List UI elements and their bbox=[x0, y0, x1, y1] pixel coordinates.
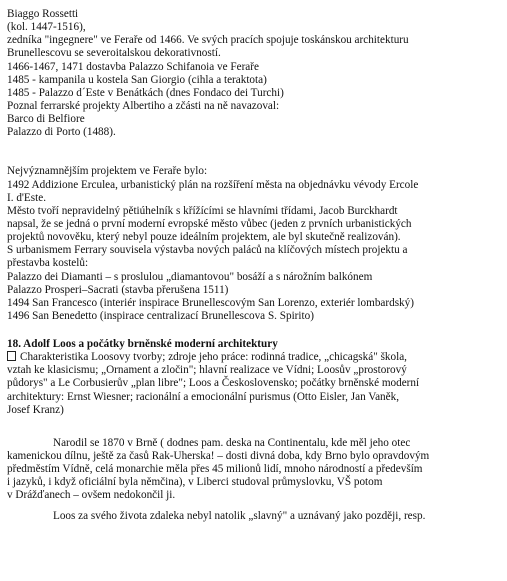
text-line: 1485 - kampanila u kostela San Giorgio (cihla a teraktota) bbox=[7, 73, 267, 86]
text-line: Narodil se 1870 v Brně ( dodnes pam. deska na Continentalu, kde měl jeho otec bbox=[53, 436, 411, 449]
text-line: 1494 San Francesco (interiér inspirace Brunellescovým San Lorenzo, exteriér lombardský) bbox=[7, 296, 414, 309]
text-line: Josef Kranz) bbox=[7, 403, 64, 416]
text-line: architektury: Ernst Wiesner; racionální a emocionální purismus (Otto Eisler, Jan Vaněk, bbox=[7, 390, 400, 403]
text-line: I. d'Este. bbox=[7, 191, 46, 204]
text-line: předměstím Vídně, celá monarchie měla přes 45 milionů lidí, mnoho národností a především bbox=[7, 463, 423, 476]
section-18 bbox=[7, 337, 501, 523]
text-line: 1485 - Palazzo d´Este v Benátkách (dnes Fondaco dei Turchi) bbox=[7, 86, 284, 99]
text-line: půdorys" a Le Corbusierův „plan libre"; Loos a Československo; počátky brněnské moderní bbox=[7, 377, 420, 390]
document-page bbox=[7, 8, 501, 523]
spacer bbox=[7, 430, 501, 437]
ferrara-block bbox=[7, 165, 501, 323]
text-line: projektů novověku, který nebyl pouze ideálním projektem, ale byl skutečně realizován). bbox=[7, 231, 401, 244]
spacer bbox=[7, 139, 501, 152]
text-line: Město tvoří nepravidelný pětiúhelník s křížícími se hlavními třídami, Jacob Burckhardt bbox=[7, 204, 398, 217]
spacer bbox=[7, 323, 501, 336]
text-line: Palazzo di Porto (1488). bbox=[7, 126, 116, 139]
biography-paragraph bbox=[7, 437, 501, 503]
text-line: přestavba kostelů: bbox=[7, 257, 89, 270]
text-line: Brunellescovu se severoitalskou dekorativností. bbox=[7, 47, 221, 60]
text-line bbox=[7, 351, 501, 364]
text-line: i jazyků, i když oficiální byla němčina), v Liberci studoval průmyslovku, VŠ potom bbox=[7, 476, 383, 489]
text-line: zedníka "ingegnere" ve Feraře od 1466. Ve svých pracích spojuje toskánskou architekturu bbox=[7, 34, 409, 47]
reputation-paragraph bbox=[7, 510, 501, 523]
text-line: 1496 San Benedetto (inspirace centralizací Brunellescova S. Spirito) bbox=[7, 309, 314, 322]
checkbox-square-icon bbox=[7, 351, 16, 361]
text-line: (kol. 1447-1516), bbox=[7, 21, 86, 34]
text-span: Charakteristika Loosovy tvorby; zdroje jeho práce: rodinná tradice, „chicagská" škola, bbox=[20, 351, 407, 364]
rossetti-block bbox=[7, 8, 501, 139]
text-line: Loos za svého života zdaleka nebyl natolik „slavný" a uznávaný jako později, resp. bbox=[53, 509, 426, 522]
spacer bbox=[7, 152, 501, 165]
text-line: vztah ke klasicismu; „Ornament a zločin"; hlavní realizace ve Vídni; Loosův „prostorový bbox=[7, 364, 407, 377]
text-line: Poznal ferrarské projekty Albertiho a zčásti na ně navazoval: bbox=[7, 99, 280, 112]
text-line: v Drážďanech – ovšem nedokončil ji. bbox=[7, 489, 176, 502]
text-line: kamenickou dílnu, ještě za časů Rak-Uherska! – dosti divná doba, kdy Brno bylo opravdovým bbox=[7, 449, 430, 462]
text-line: Palazzo dei Diamanti – s proslulou „diamantovou" bosáží a s nárožním balkónem bbox=[7, 270, 373, 283]
text-line: napsal, že se jedná o první moderní evropské město vůbec (jeden z prvních urbanistických bbox=[7, 217, 412, 230]
text-line: Palazzo Prosperi–Sacrati (stavba přerušena 1511) bbox=[7, 283, 229, 296]
text-line: Barco di Belfiore bbox=[7, 113, 85, 126]
section-heading: 18. Adolf Loos a počátky brněnské moderní architektury bbox=[7, 338, 278, 351]
spacer bbox=[7, 417, 501, 430]
spacer bbox=[7, 503, 501, 510]
text-line: Nejvýznamnějším projektem ve Feraře bylo: bbox=[7, 165, 208, 178]
text-line: S urbanismem Ferrary souvisela výstavba nových paláců na klíčových místech projektu a bbox=[7, 244, 408, 257]
text-line: 1466-1467, 1471 dostavba Palazzo Schifanoia ve Feraře bbox=[7, 60, 259, 73]
text-line: 1492 Addizione Erculea, urbanistický plán na rozšíření města na objednávku vévody Ercole bbox=[7, 178, 419, 191]
text-line: Biaggo Rossetti bbox=[7, 8, 79, 20]
